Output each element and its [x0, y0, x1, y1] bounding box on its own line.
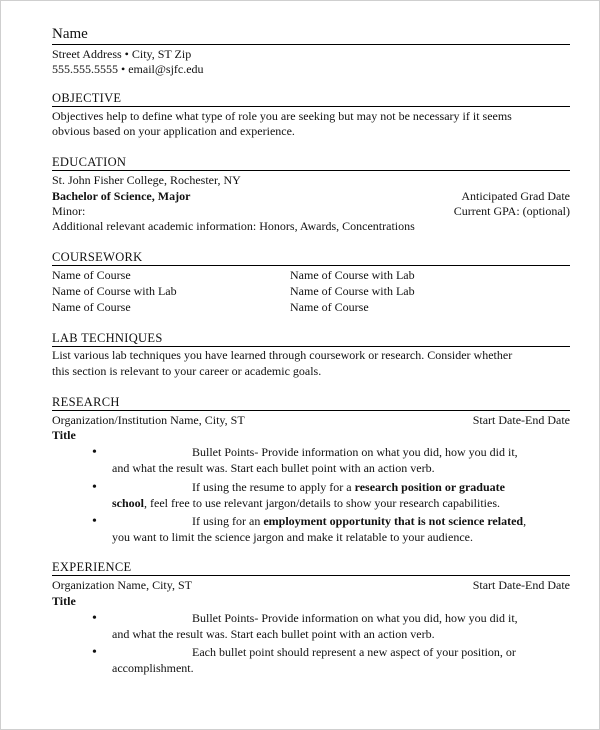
course-item: Name of Course	[52, 268, 131, 282]
resume-name: Name	[52, 26, 88, 42]
research-dates: Start Date-End Date	[472, 413, 570, 427]
education-rule	[52, 170, 570, 171]
objective-line: obvious based on your application and experience.	[52, 124, 295, 138]
gpa: Current GPA: (optional)	[453, 204, 570, 218]
header-rule	[52, 44, 570, 45]
objective-line: Objectives help to define what type of role you are seeking but may not be necessary if it seems	[52, 109, 512, 123]
experience-title: Title	[52, 594, 76, 608]
coursework-heading: COURSEWORK	[52, 250, 143, 264]
course-item: Name of Course	[52, 300, 131, 314]
experience-bullet-line: and what the result was. Start each bullet point with an action verb.	[112, 627, 435, 641]
lab-line: this section is relevant to your career or academic goals.	[52, 364, 322, 378]
research-bullet-line: you want to limit the science jargon and make it relatable to your audience.	[112, 530, 473, 544]
minor: Minor:	[52, 204, 86, 218]
research-heading: RESEARCH	[52, 395, 120, 409]
experience-organization: Organization Name, City, ST	[52, 578, 192, 592]
education-heading: EDUCATION	[52, 155, 127, 169]
objective-heading: OBJECTIVE	[52, 91, 122, 105]
research-bullet-line: and what the result was. Start each bullet point with an action verb.	[112, 461, 435, 475]
bullet-icon: •	[92, 480, 97, 495]
experience-bullet-line: accomplishment.	[112, 661, 194, 675]
course-item: Name of Course	[290, 300, 369, 314]
contact-info: 555.555.5555 • email@sjfc.edu	[52, 62, 204, 76]
course-item: Name of Course with Lab	[290, 284, 415, 298]
lab-rule	[52, 346, 570, 347]
course-item: Name of Course with Lab	[290, 268, 415, 282]
research-rule	[52, 410, 570, 411]
research-organization: Organization/Institution Name, City, ST	[52, 413, 245, 427]
objective-rule	[52, 106, 570, 107]
course-item: Name of Course with Lab	[52, 284, 177, 298]
coursework-rule	[52, 265, 570, 266]
academic-info: Additional relevant academic information: Honors, Awards, Concentrations	[52, 219, 415, 233]
grad-date: Anticipated Grad Date	[461, 189, 570, 203]
research-bullet-line: school, feel free to use relevant jargon/details to show your research capabilities.	[112, 496, 500, 510]
bullet-icon: •	[92, 645, 97, 660]
lab-heading: LAB TECHNIQUES	[52, 331, 163, 345]
experience-bullet-line: Bullet Points- Provide information on what you did, how you did it,	[192, 611, 518, 625]
lab-line: List various lab techniques you have learned through coursework or research. Consider whether	[52, 348, 513, 362]
experience-bullet-line: Each bullet point should represent a new aspect of your position, or	[192, 645, 516, 659]
research-bullet-line: If using for an employment opportunity that is not science related,	[192, 514, 527, 528]
experience-rule	[52, 575, 570, 576]
experience-heading: EXPERIENCE	[52, 560, 132, 574]
school-name: St. John Fisher College, Rochester, NY	[52, 173, 241, 187]
bullet-icon: •	[92, 611, 97, 626]
degree: Bachelor of Science, Major	[52, 189, 191, 203]
street-address: Street Address • City, ST Zip	[52, 47, 192, 61]
research-bullet-line: If using the resume to apply for a research position or graduate	[192, 480, 505, 494]
bullet-icon: •	[92, 445, 97, 460]
research-bullet-line: Bullet Points- Provide information on what you did, how you did it,	[192, 445, 518, 459]
experience-dates: Start Date-End Date	[472, 578, 570, 592]
research-title: Title	[52, 428, 76, 442]
bullet-icon: •	[92, 514, 97, 529]
